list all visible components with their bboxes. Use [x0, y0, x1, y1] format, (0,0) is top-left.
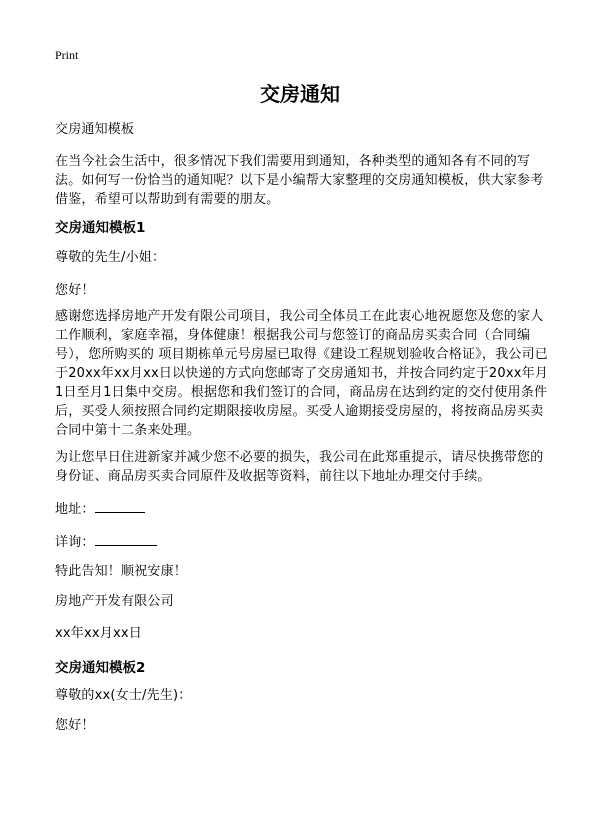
section1-salutation: 尊敬的先生/小姐：	[55, 250, 166, 265]
notice-date: xx年xx月xx日	[55, 626, 142, 641]
closing-line: 特此告知！顺祝安康！	[55, 564, 188, 579]
address-label: 地址：	[55, 502, 95, 517]
address-blank	[95, 498, 145, 513]
section2-greeting: 您好！	[55, 718, 95, 733]
address-line	[55, 498, 550, 519]
section2-heading: 交房通知模板2	[55, 660, 146, 676]
intro-paragraph: 在当今社会生活中，很多情况下我们需要用到通知，各种类型的通知各有不同的写法。如何写一份恰当的通知呢？以下是小编帮大家整理的交房通知模板，供大家参考借鉴，希望可以帮助到有需要的朋友。	[55, 154, 544, 207]
detail-label: 详询：	[55, 535, 95, 550]
section1-paragraph1: 感谢您选择房地产开发有限公司项目，我公司全体员工在此衷心地祝愿您及您的家人工作顺利，家庭幸福，身体健康！根据我公司与您签订的商品房买卖合同（合同编号），您所购买的 项目期栋单元号房屋已取得《建设工程规划验收合格证》，我公司已于20xx年xx月xx日以快递的方式向您邮寄了交房通知书，并按合同约定于20xx年月1日至月1日集中交房。根据您和我们签订的合同，商品房在达到约定的交付使用条件后，买受人须按照合同约定期限接收房屋。买受人逾期接受房屋的，将按商品房买卖合同中第十二条来处理。	[55, 309, 549, 438]
company-name: 房地产开发有限公司	[55, 594, 174, 609]
section1-paragraph2: 为让您早日住进新家并减少您不必要的损失，我公司在此郑重提示，请尽快携带您的身份证、商品房买卖合同原件及收据等资料，前往以下地址办理交付手续。	[55, 450, 544, 484]
document-subtitle: 交房通知模板	[55, 122, 135, 137]
section2-salutation: 尊敬的xx(女士/先生)：	[55, 688, 192, 703]
detail-blank	[95, 531, 157, 546]
section1-greeting: 您好！	[55, 283, 95, 298]
detail-line	[55, 531, 550, 552]
page-title: 交房通知	[260, 82, 340, 106]
section1-heading: 交房通知模板1	[55, 220, 146, 236]
print-link[interactable]: Print	[55, 48, 79, 62]
